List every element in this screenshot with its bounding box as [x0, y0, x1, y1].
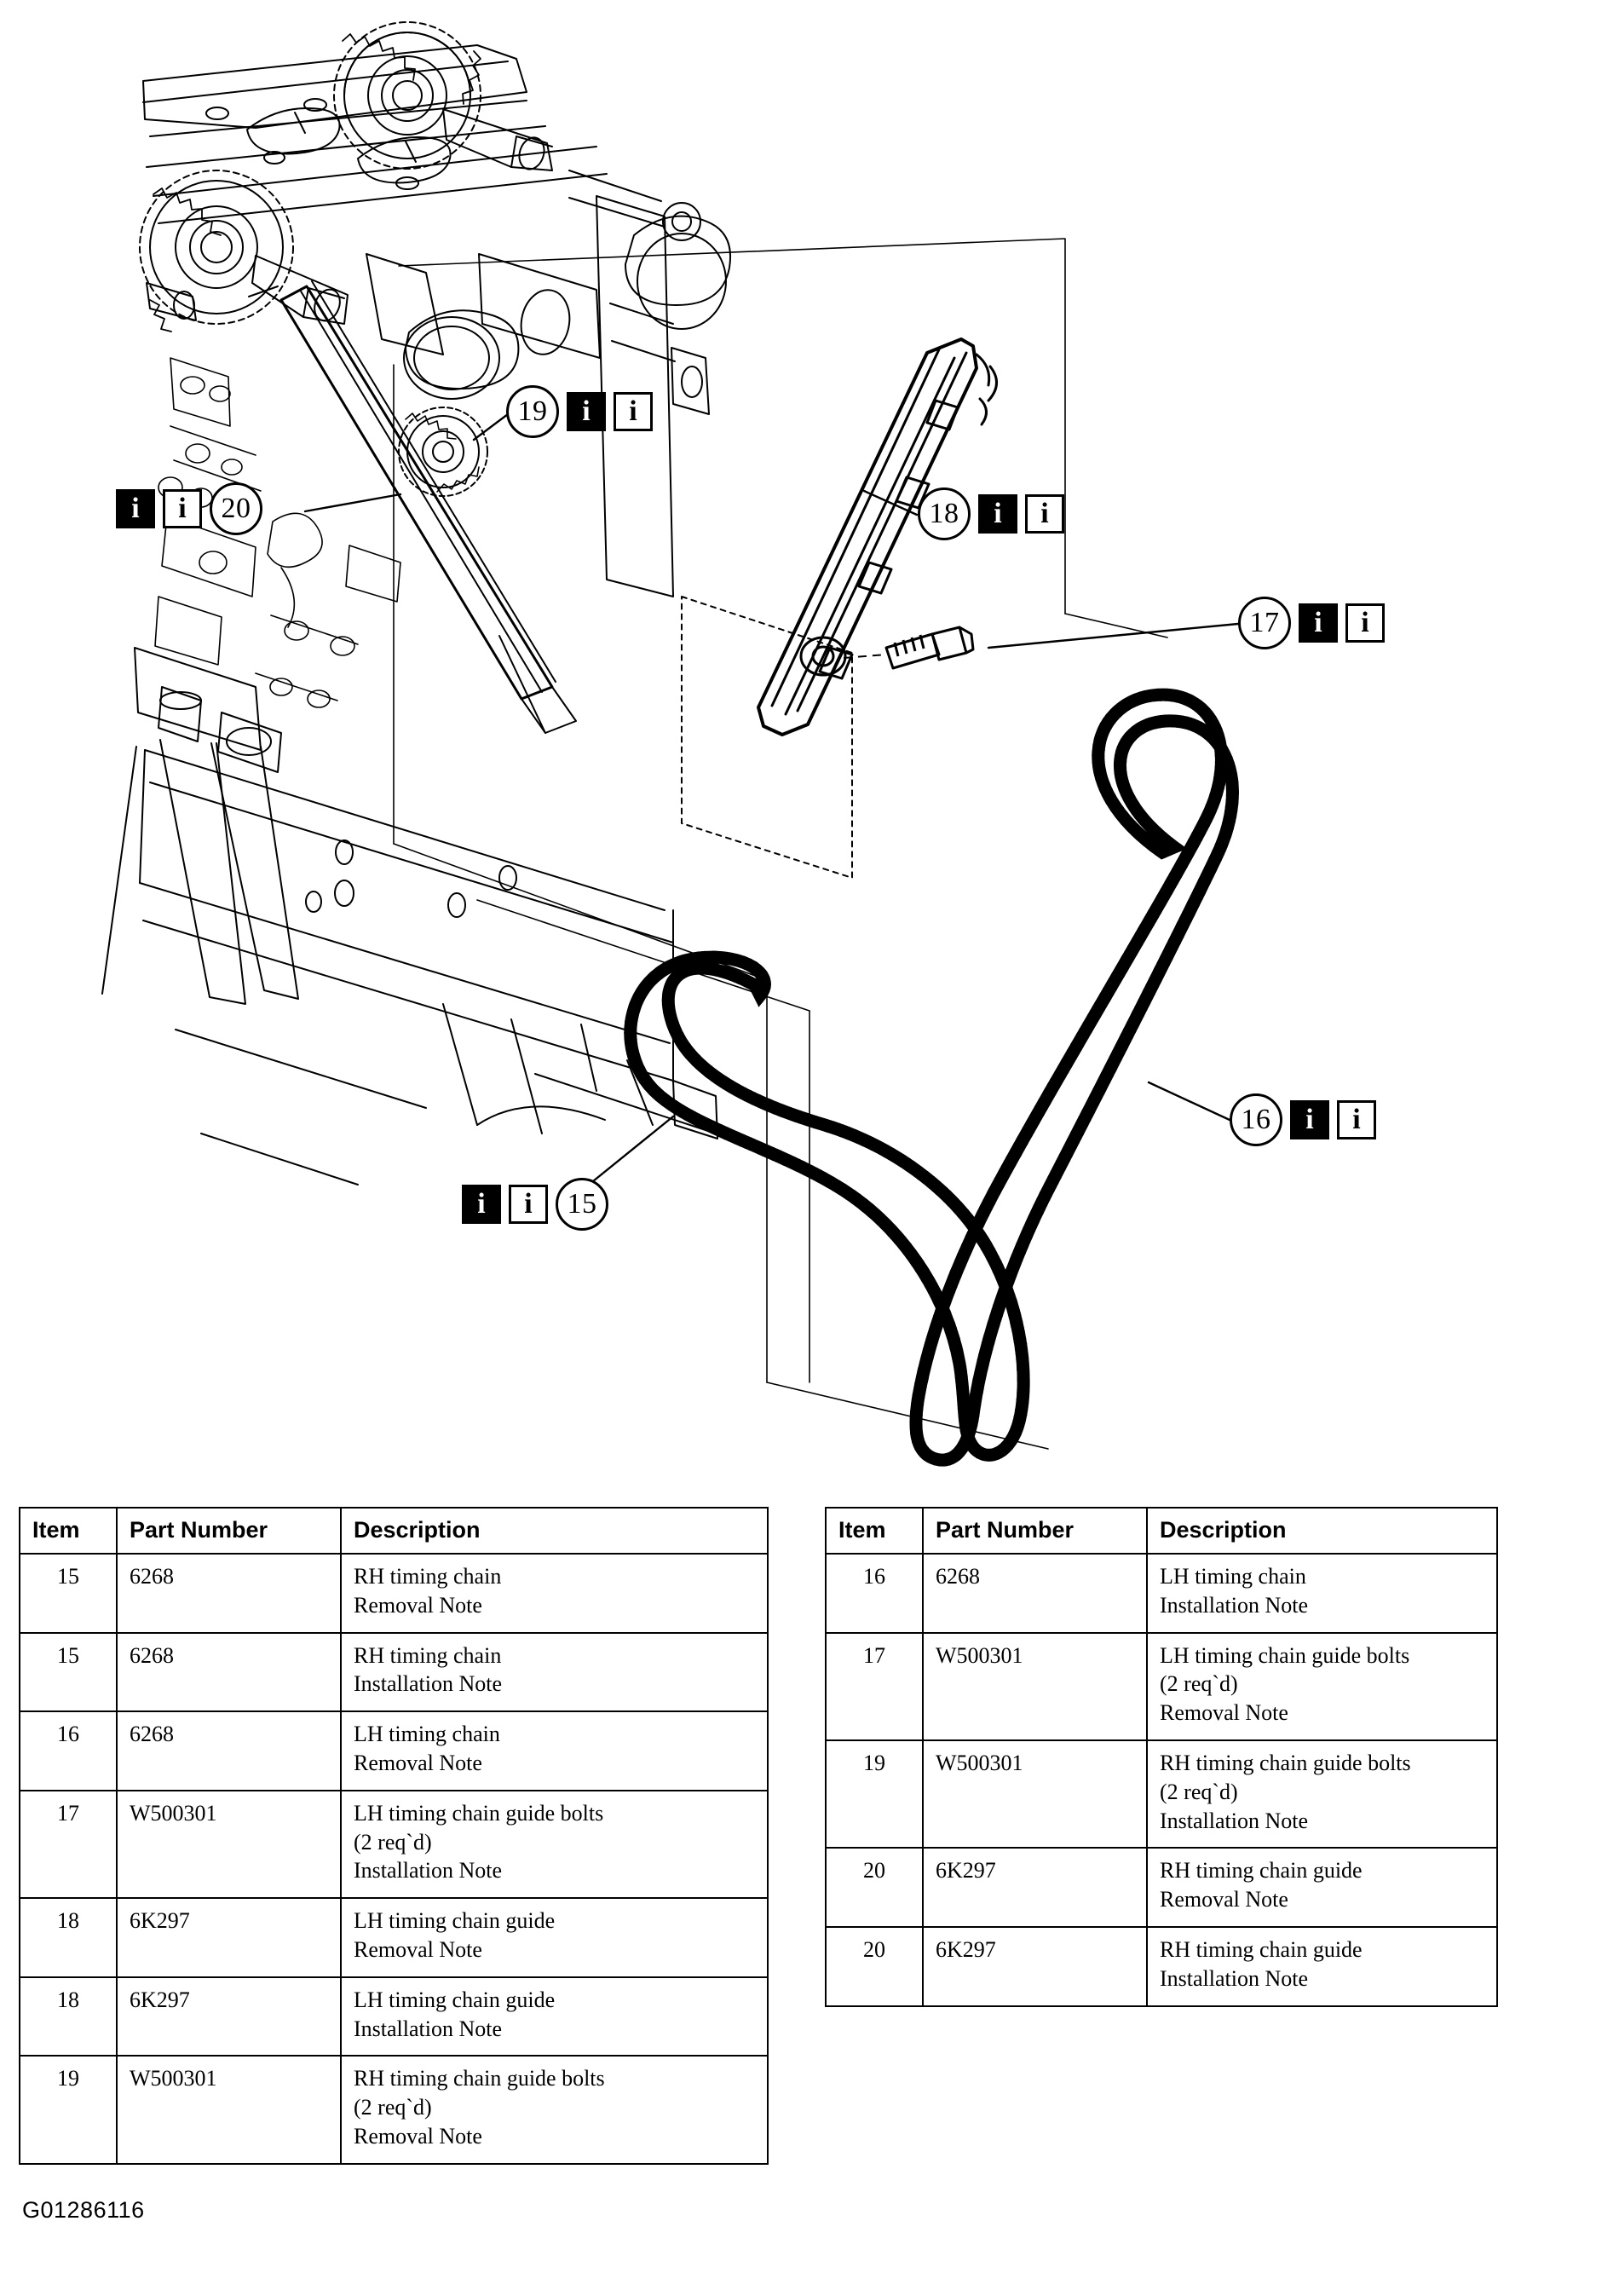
description-line: LH timing chain	[354, 1722, 500, 1747]
info-icon-filled: i	[116, 489, 155, 528]
cell-description	[341, 1791, 768, 1898]
table-row	[20, 1554, 768, 1633]
table-body	[826, 1554, 1497, 2006]
callout-leader-lines	[305, 414, 1238, 1181]
callout-number-18: 18	[918, 487, 971, 540]
column-header-description: Description	[341, 1508, 768, 1554]
info-icon-outline: i	[509, 1185, 548, 1224]
info-icon-filled: i	[462, 1185, 501, 1224]
cell-description	[1147, 1740, 1497, 1848]
description-line: Installation Note	[354, 1858, 503, 1884]
description-line: (2 req`d)	[354, 1829, 432, 1855]
cell-description	[1147, 1927, 1497, 2006]
cell-part-number: W500301	[923, 1740, 1147, 1848]
cell-item: 19	[20, 2056, 117, 2163]
description-line: RH timing chain	[354, 1642, 502, 1668]
cell-description	[1147, 1633, 1497, 1740]
info-icon-filled: i	[1290, 1100, 1329, 1139]
info-icon-filled: i	[1299, 603, 1338, 643]
timing-chain-guide-bolt-part	[844, 627, 973, 668]
cell-description	[341, 1633, 768, 1712]
cell-part-number: 6268	[923, 1554, 1147, 1633]
cell-part-number: 6268	[117, 1554, 341, 1633]
table-body	[20, 1554, 768, 2164]
callout-17	[1238, 597, 1385, 649]
cell-description	[1147, 1848, 1497, 1927]
cell-description	[341, 1977, 768, 2057]
table-row	[20, 2056, 768, 2163]
description-line: LH timing chain guide	[354, 1908, 556, 1934]
description-line: Removal Note	[1160, 1887, 1288, 1912]
column-header-item: Item	[826, 1508, 923, 1554]
callout-19	[506, 385, 653, 438]
table-row	[20, 1711, 768, 1791]
info-icon-filled: i	[978, 494, 1017, 534]
cell-item: 20	[826, 1927, 923, 2006]
cell-description	[1147, 1554, 1497, 1633]
cell-part-number: 6K297	[923, 1927, 1147, 2006]
table-row	[826, 1633, 1497, 1740]
table-head	[20, 1508, 768, 1554]
column-header-item: Item	[20, 1508, 117, 1554]
cell-description	[341, 1554, 768, 1633]
description-line: Removal Note	[354, 1936, 482, 1962]
timing-chain-loops	[631, 695, 1233, 1460]
callout-20	[116, 482, 262, 535]
table-row	[826, 1554, 1497, 1633]
cell-part-number: 6268	[117, 1633, 341, 1712]
description-line: (2 req`d)	[1160, 1779, 1238, 1804]
description-line: Installation Note	[1160, 1965, 1309, 1991]
description-line: RH timing chain guide bolts	[1160, 1750, 1411, 1775]
table-row	[826, 1927, 1497, 2006]
left-parts-table	[19, 1507, 769, 2165]
description-line: Installation Note	[354, 1671, 503, 1697]
cell-part-number: W500301	[117, 1791, 341, 1898]
figure-id-label: G01286116	[22, 2197, 145, 2223]
cell-item: 19	[826, 1740, 923, 1848]
cell-item: 15	[20, 1633, 117, 1712]
description-line: Installation Note	[1160, 1592, 1309, 1618]
cell-item: 18	[20, 1898, 117, 1977]
description-line: LH timing chain guide bolts	[1160, 1642, 1410, 1668]
callout-16	[1230, 1093, 1376, 1146]
table-row	[826, 1848, 1497, 1927]
cell-part-number: 6K297	[923, 1848, 1147, 1927]
callout-number-19: 19	[506, 385, 559, 438]
right-parts-table	[825, 1507, 1498, 2007]
cell-description	[341, 1898, 768, 1977]
table-row	[20, 1898, 768, 1977]
cell-item: 16	[20, 1711, 117, 1791]
description-line: RH timing chain guide bolts	[354, 2066, 605, 2091]
cell-description	[341, 2056, 768, 2163]
callout-number-15: 15	[556, 1178, 608, 1231]
description-line: Installation Note	[1160, 1808, 1309, 1833]
description-line: Removal Note	[1160, 1700, 1288, 1726]
callout-number-17: 17	[1238, 597, 1291, 649]
info-icon-outline: i	[1025, 494, 1064, 534]
cell-item: 16	[826, 1554, 923, 1633]
cell-item: 20	[826, 1848, 923, 1927]
description-line: LH timing chain guide	[354, 1987, 556, 2012]
cell-part-number: 6K297	[117, 1898, 341, 1977]
cell-description	[341, 1711, 768, 1791]
description-line: RH timing chain	[354, 1564, 502, 1589]
cell-item: 17	[826, 1633, 923, 1740]
cell-part-number: 6268	[117, 1711, 341, 1791]
table-header-row	[826, 1508, 1497, 1554]
table-row	[20, 1791, 768, 1898]
cell-item: 18	[20, 1977, 117, 2057]
info-icon-filled: i	[567, 392, 606, 431]
table-row	[20, 1977, 768, 2057]
description-line: Removal Note	[354, 1750, 482, 1775]
info-icon-outline: i	[1337, 1100, 1376, 1139]
column-header-part-number: Part Number	[117, 1508, 341, 1554]
description-line: (2 req`d)	[354, 2095, 432, 2120]
info-icon-outline: i	[614, 392, 653, 431]
engine-block-assembly	[102, 22, 1167, 1449]
description-line: Installation Note	[354, 2016, 503, 2041]
info-icon-outline: i	[163, 489, 202, 528]
description-line: RH timing chain guide	[1160, 1936, 1363, 1962]
description-line: LH timing chain	[1160, 1564, 1306, 1589]
description-line: Removal Note	[354, 2123, 482, 2149]
cell-part-number: W500301	[117, 2056, 341, 2163]
callout-15	[462, 1178, 608, 1231]
cell-item: 17	[20, 1791, 117, 1898]
cell-part-number: W500301	[923, 1633, 1147, 1740]
cell-item: 15	[20, 1554, 117, 1633]
column-header-part-number: Part Number	[923, 1508, 1147, 1554]
description-line: (2 req`d)	[1160, 1671, 1238, 1697]
column-header-description: Description	[1147, 1508, 1497, 1554]
cell-part-number: 6K297	[117, 1977, 341, 2057]
callout-18	[918, 487, 1064, 540]
table-head	[826, 1508, 1497, 1554]
description-line: LH timing chain guide bolts	[354, 1800, 604, 1826]
callout-number-20: 20	[210, 482, 262, 535]
description-line: RH timing chain guide	[1160, 1858, 1363, 1884]
info-icon-outline: i	[1345, 603, 1385, 643]
callout-number-16: 16	[1230, 1093, 1282, 1146]
description-line: Removal Note	[354, 1592, 482, 1618]
table-row	[826, 1740, 1497, 1848]
table-row	[20, 1633, 768, 1712]
table-header-row	[20, 1508, 768, 1554]
